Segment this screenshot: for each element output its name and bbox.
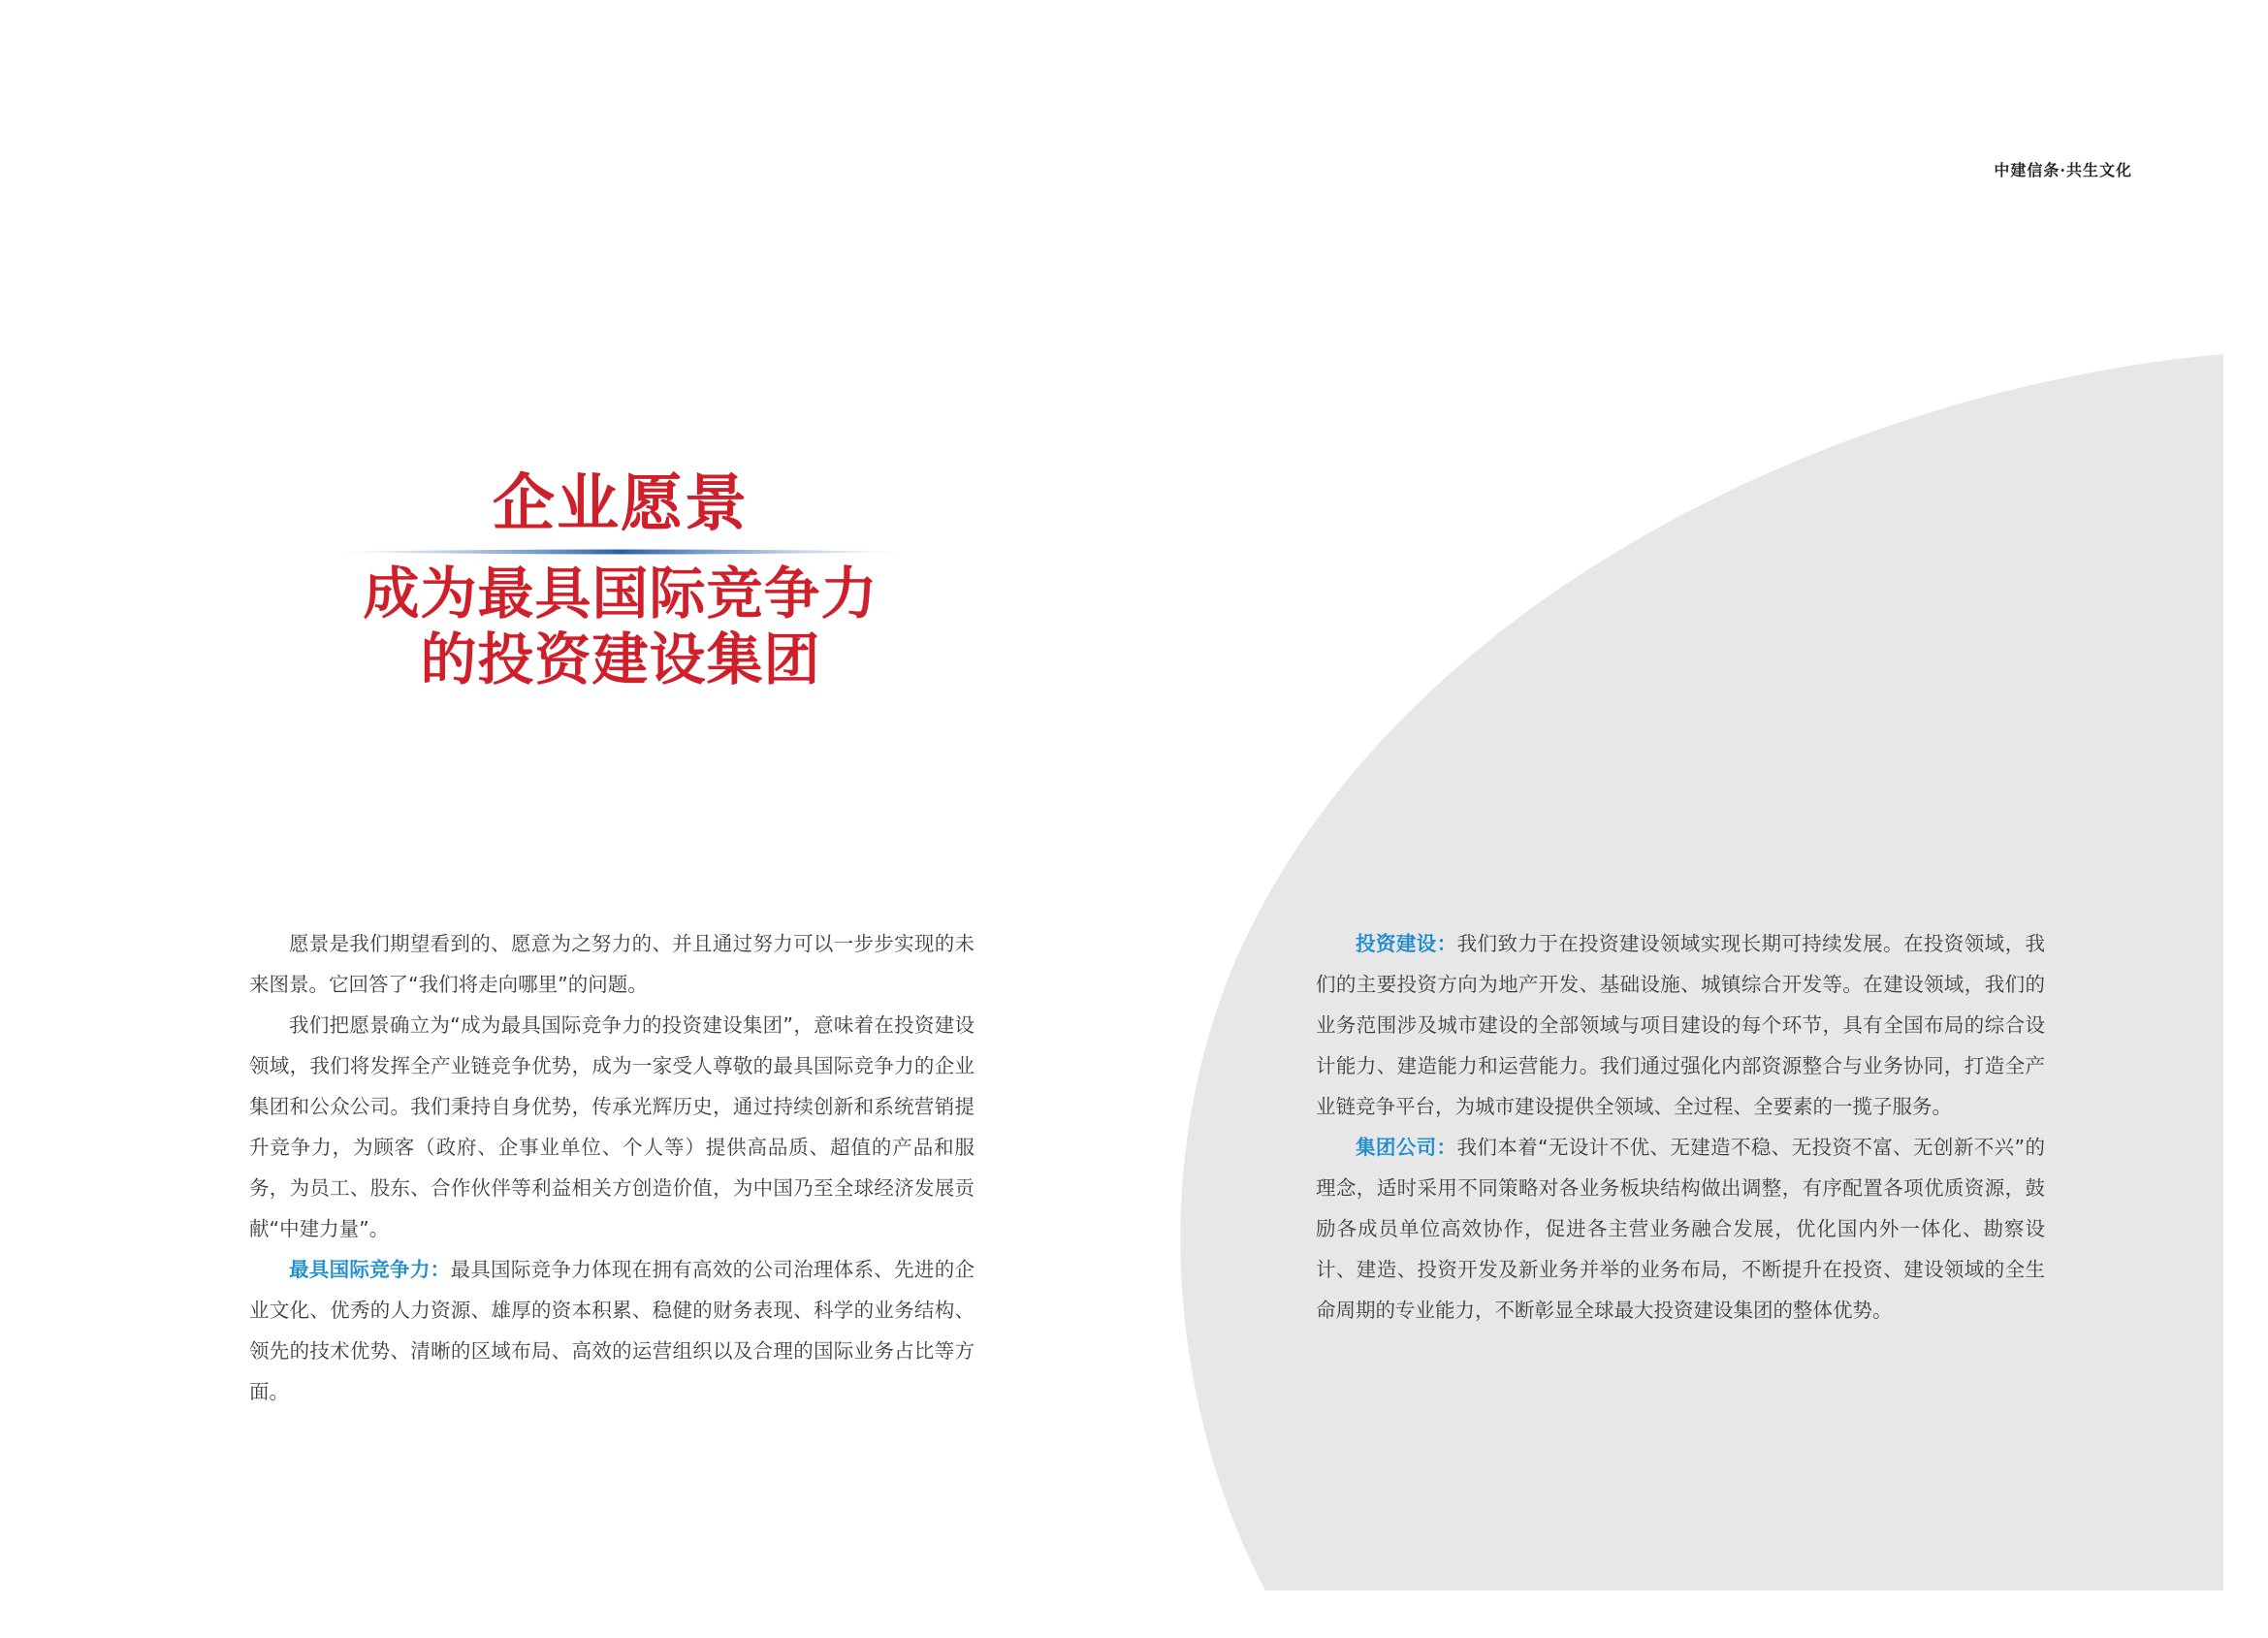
group-company-body: 我们本着“无设计不优、无建造不稳、无投资不富、无创新不兴”的理念，适时采用不同策略对各业务板块结构做出调整，有序配置各项优质资源，鼓励各成员单位高效协作，促进各主营业务融合发展，优化国内外一体化、勘察设计、建造、投资开发及新业务并举的业务布局，不断提升在投资、建设领域的全生命周期的专业能力，不断彰显全球最大投资建设集团的整体优势。 — [1316, 1136, 2045, 1322]
title-divider-line — [330, 547, 911, 557]
page-title: 企业愿景 — [493, 467, 749, 540]
left-text-column — [249, 923, 974, 1412]
vision-intro-paragraph: 愿景是我们期望看到的、愿意为之努力的、并且通过努力可以一步步实现的未来图景。它回答了“我们将走向哪里”的问题。 — [249, 932, 974, 996]
investment-construction-paragraph — [1316, 923, 2045, 1127]
competitiveness-body: 最具国际竞争力体现在拥有高效的公司治理体系、先进的企业文化、优秀的人力资源、雄厚的资本积累、稳健的财务表现、科学的业务结构、领先的技术优势、清晰的区域布局、高效的运营组织以及合理的国际业务占比等方面。 — [249, 1258, 975, 1403]
group-company-paragraph — [1316, 1127, 2045, 1331]
investment-construction-lead: 投资建设： — [1356, 932, 1457, 955]
vision-statement-line-2: 的投资建设集团 — [420, 626, 821, 692]
investment-construction-body: 我们致力于在投资建设领域实现长期可持续发展。在投资领域，我们的主要投资方向为地产开发、基础设施、城镇综合开发等。在建设领域，我们的业务范围涉及城市建设的全部领域与项目建设的每个环节，具有全国布局的综合设计能力、建造能力和运营能力。我们通过强化内部资源整合与业务协同，打造全产业链竞争平台，为城市建设提供全领域、全过程、全要素的一揽子服务。 — [1316, 932, 2046, 1118]
right-text-column — [1316, 923, 2045, 1331]
vision-meaning-paragraph: 我们把愿景确立为“成为最具国际竞争力的投资建设集团”，意味着在投资建设领域，我们将发挥全产业链竞争优势，成为一家受人尊敬的最具国际竞争力的企业集团和公众公司。我们秉持自身优势，传承光辉历史，通过持续创新和系统营销提升竞争力，为顾客（政府、企事业单位、个人等）提供高品质、超值的产品和服务，为员工、股东、合作伙伴等利益相关方创造价值，为中国乃至全球经济发展贡献“中建力量”。 — [249, 1013, 974, 1240]
competitiveness-lead: 最具国际竞争力： — [289, 1258, 451, 1281]
section-header-tag: 中建信条·共生文化 — [1994, 161, 2132, 179]
group-company-lead: 集团公司： — [1356, 1136, 1457, 1159]
vision-statement-line-1: 成为最具国际竞争力 — [363, 561, 878, 626]
competitiveness-paragraph — [249, 1249, 974, 1412]
vision-title-block — [310, 466, 931, 692]
